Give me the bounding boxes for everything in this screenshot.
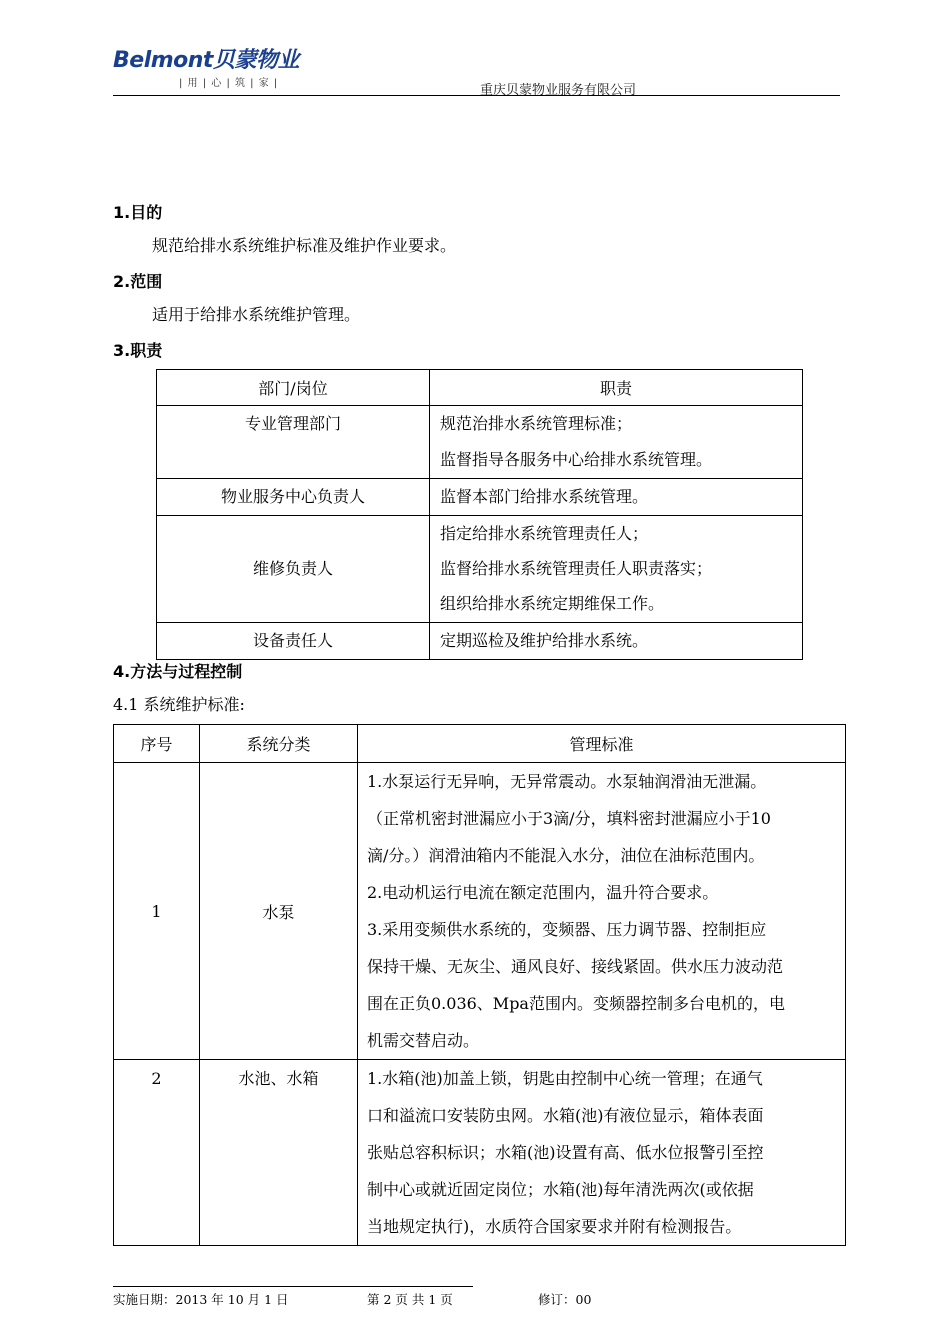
logo-slogan: | 用 | 心 | 筑 | 家 | [179, 78, 279, 89]
table-row [157, 623, 803, 660]
footer-divider [113, 1286, 473, 1287]
section-1-text: 规范给排水系统维护标准及维护作业要求。 [152, 236, 457, 255]
company-logo [113, 50, 299, 89]
table-header-row [157, 370, 803, 406]
header-standard: 管理标准 [358, 725, 846, 763]
section-4-1-text: 4.1 系统维护标准: [113, 695, 245, 714]
row-standard-cell: 1.水箱(池)加盖上锁，钥匙由控制中心统一管理；在通气 口和溢流口安装防虫网。水箱(池)有液位显示，箱体表面 张贴总容积标识；水箱(池)设置有高、低水位报警引至控 制中心或就近固定岗位；水箱(池)每年清洗两次(或依据 当地规定执行)，水质符合国家要求并附有检测报告。 [358, 1060, 846, 1246]
footer-page: 第 2 页 共 1 页 [367, 1292, 453, 1307]
table-row [114, 1060, 846, 1246]
duty-cell: 监督本部门给排水系统管理。 [430, 479, 803, 516]
section-1-title: 1.目的 [113, 203, 163, 222]
company-name: 重庆贝蒙物业服务有限公司 [480, 83, 637, 98]
row-no-cell: 1 [114, 763, 200, 1060]
duty-cell: 规范治排水系统管理标准； 监督指导各服务中心给排水系统管理。 [430, 406, 803, 479]
header-duty: 职责 [430, 370, 803, 406]
row-category-cell: 水池、水箱 [200, 1060, 358, 1246]
dept-cell: 维修负责人 [157, 516, 430, 623]
section-2-text: 适用于给排水系统维护管理。 [152, 305, 361, 324]
dept-cell: 物业服务中心负责人 [157, 479, 430, 516]
dept-cell: 专业管理部门 [157, 406, 430, 479]
section-2-title: 2.范围 [113, 272, 163, 291]
duty-cell: 指定给排水系统管理责任人； 监督给排水系统管理责任人职责落实； 组织给排水系统定期维保工作。 [430, 516, 803, 623]
logo-wordmark: Belmont贝蒙物业 [113, 48, 299, 73]
header-no: 序号 [114, 725, 200, 763]
row-standard-cell: 1.水泵运行无异响，无异常震动。水泵轴润滑油无泄漏。 （正常机密封泄漏应小于3滴/分，填料密封泄漏应小于10 滴/分。）润滑油箱内不能混入水分，油位在油标范围内。 2.电动机运行电流在额定范围内，温升符合要求。 3.采用变频供水系统的，变频器、压力调节器、控制拒应 保持干燥、无灰尘、通风良好、接线紧固。供水压力波动范 围在正负0.036、Mpa范围内。变频器控制多台电机的，电 机需交替启动。 [358, 763, 846, 1060]
footer-date: 实施日期：2013 年 10 月 1 日 [113, 1292, 289, 1307]
footer-revision: 修订：00 [538, 1292, 592, 1307]
duty-table [156, 369, 803, 660]
section-4-title: 4.方法与过程控制 [113, 662, 243, 681]
header-dept: 部门/岗位 [157, 370, 430, 406]
section-3-title: 3.职责 [113, 341, 163, 360]
standard-table [113, 724, 846, 1246]
row-category-cell: 水泵 [200, 763, 358, 1060]
table-header-row [114, 725, 846, 763]
table-row [157, 479, 803, 516]
row-no-cell: 2 [114, 1060, 200, 1246]
table-row [114, 763, 846, 1060]
header-divider [113, 95, 840, 96]
header-category: 系统分类 [200, 725, 358, 763]
table-row [157, 516, 803, 623]
duty-cell: 定期巡检及维护给排水系统。 [430, 623, 803, 660]
dept-cell: 设备责任人 [157, 623, 430, 660]
table-row [157, 406, 803, 479]
